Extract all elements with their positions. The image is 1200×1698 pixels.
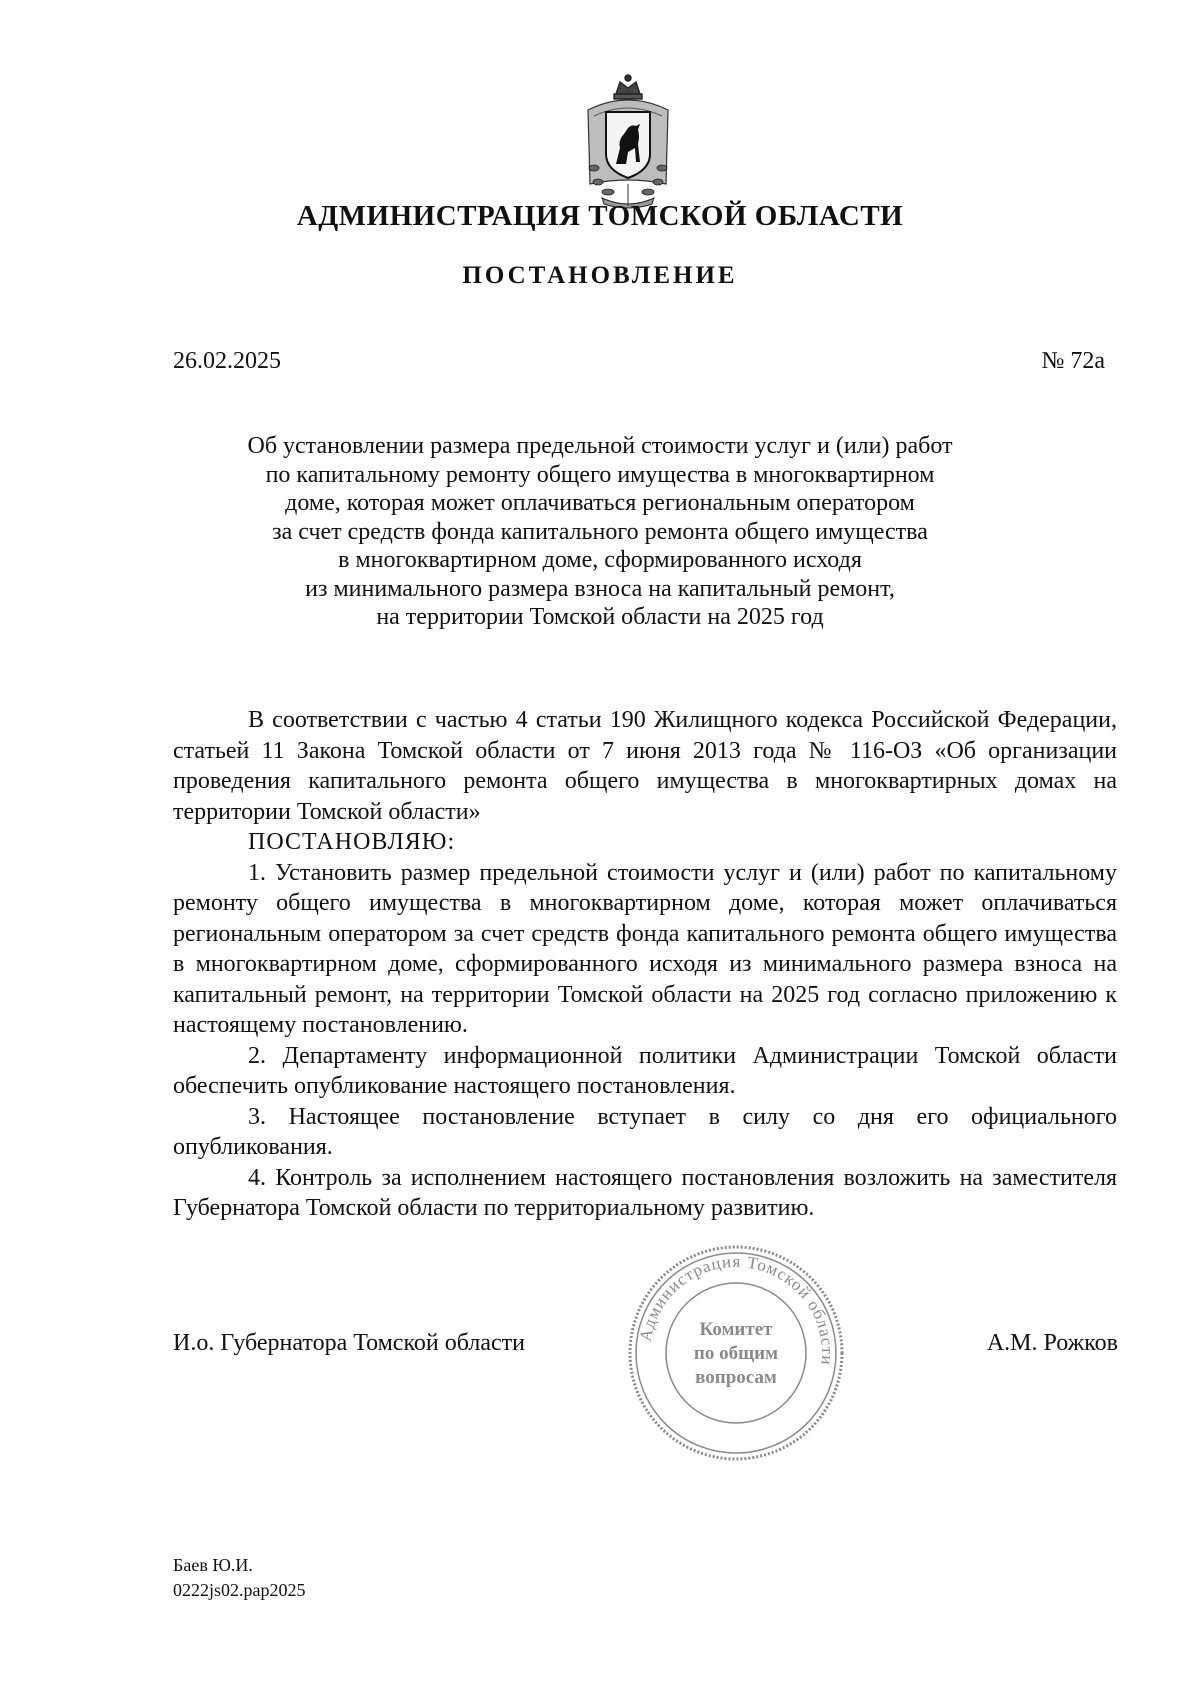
subject-line: доме, которая может оплачиваться региональным оператором [285, 490, 915, 516]
document-number: № 72а [1041, 348, 1105, 374]
decree-item: 4. Контроль за исполнением настоящего постановления возложить на заместителя Губернатора Томской области по территориальному развитию. [173, 1164, 1117, 1221]
subject-line: за счет средств фонда капитального ремонта общего имущества [272, 518, 928, 545]
executor-footer [173, 1553, 306, 1603]
svg-text:Администрация Томской области: Администрация Томской области [635, 1251, 838, 1367]
executor-name: Баев Ю.И. [173, 1555, 253, 1575]
signatory-position: И.о. Губернатора Томской области [173, 1330, 525, 1356]
decree-item: 1. Установить размер предельной стоимости услуг и (или) работ по капитальному ремонту общего имущества в многоквартирном доме, которая может оплачиваться региональным оператором за счет средств фонда капитального ремонта общего имущества в многоквартирном доме, сформированного исходя из минимального размера взноса на капитальный ремонт, на территории Томской области на 2025 год согласно приложению к настоящему постановлению. [173, 859, 1117, 1038]
svg-text:Комитет: Комитет [699, 1319, 773, 1340]
subject-line: на территории Томской области на 2025 год [376, 604, 824, 630]
official-seal-stamp [625, 1242, 847, 1464]
document-type-title: ПОСТАНОВЛЕНИЕ [462, 262, 738, 289]
document-subject [190, 432, 1010, 632]
signatory-name: А.М. Рожков [986, 1330, 1118, 1356]
subject-line: в многоквартирном доме, сформированного исходя [338, 547, 862, 573]
file-code: 0222js02.pap2025 [173, 1580, 306, 1600]
decree-word: ПОСТАНОВЛЯЮ: [248, 829, 456, 855]
svg-text:вопросам: вопросам [695, 1367, 777, 1388]
document-date: 26.02.2025 [173, 348, 281, 374]
organization-title: АДМИНИСТРАЦИЯ ТОМСКОЙ ОБЛАСТИ [296, 200, 904, 232]
decree-item: 3. Настоящее постановление вступает в силу со дня его официального опубликования. [173, 1103, 1117, 1160]
document-body [173, 705, 1117, 1224]
coat-of-arms-emblem [580, 72, 676, 212]
svg-text:по общим: по общим [693, 1343, 779, 1364]
subject-line: из минимального размера взноса на капитальный ремонт, [305, 575, 895, 602]
decree-item: 2. Департаменту информационной политики Администрации Томской области обеспечить опубликование настоящего постановления. [173, 1042, 1117, 1099]
subject-line: по капитальному ремонту общего имущества в многоквартирном [265, 461, 935, 488]
subject-line: Об установлении размера предельной стоимости услуг и (или) работ [247, 433, 953, 459]
preamble-paragraph: В соответствии с частью 4 статьи 190 Жилищного кодекса Российской Федерации, статьей 11 Закона Томской области от 7 июня 2013 года № 116-ОЗ «Об организации проведения капитального ремонта общего имущества в многоквартирных домах на территории Томской области» [173, 707, 1117, 825]
